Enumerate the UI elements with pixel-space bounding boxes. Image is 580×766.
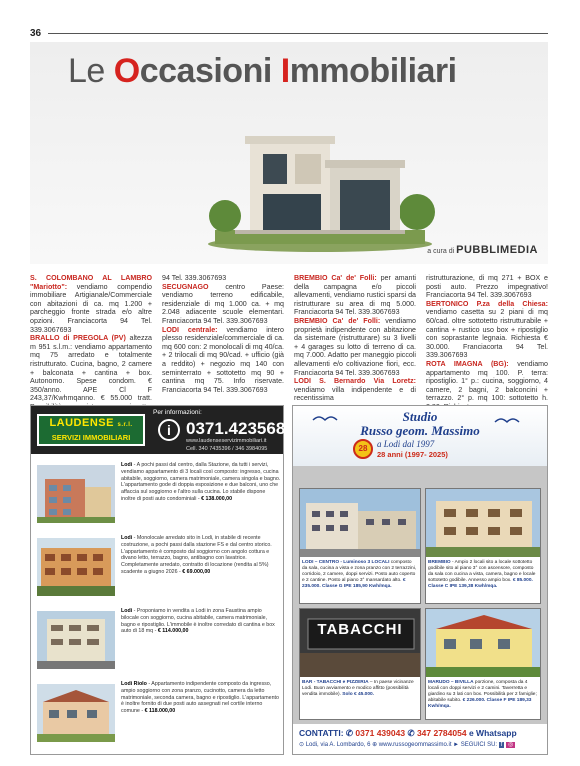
listing-column-3 (294, 274, 416, 403)
tabacchi-sign: TABACCHI (317, 621, 403, 638)
russo-listing (425, 488, 541, 604)
listing-text: vendiamo casetta su 2 piani di mq 60/cad. oltre sottotetto ristrutturabile + cantina + rustico uso box + ripostiglio con soprastante legnaia. Richiesta € 30.000. Franciacorta 94 Tel. 339.3067693 (426, 308, 548, 360)
listing-description: Lodi - Monolocale arredato sito in Lodi, in stabile di recente costruzione, a pochi passi dalla stazione FS e dal centro storico. L'appartamento è composto dal soggiorno con angolo cottura e divano letto, terrazzo, bagno, antibagno con lavatrice. Completamente arredato, contratto di locazione (rendita al 5%) scadente a giugno 2026 - € 69.000,00 (121, 535, 272, 575)
laudense-listing (37, 681, 281, 747)
info-icon: i (158, 419, 180, 441)
listing-text: vendiamo appartamento mq 100. P. terra: ripostiglio. 1° p.: cucina, soggiorno, 4 camere, 2 bagni, 2 balconcini + terrazzo. 2° p. mq 100: sottotetto h. (426, 359, 548, 403)
listing-entry (294, 274, 416, 316)
listing-description: LODI – CENTRO - Luminoso 3 LOCALI composto da sala, cucina a vista e zona pranzo con 2 terrazzini, corridoio, 2 camere, doppi servizi. Posto auto coperto e 2 cantine. Posto al piano 3° mansardato alto. € 235.000. Classe G IPE 185,90 Kwh/mqa. (302, 560, 417, 589)
russo-listing (299, 608, 421, 720)
listing-description: Lodi - Proponiamo in vendita a Lodi in zona Faustina ampio bilocale con soggiorno, cucina abitabile, camera matrimoniale, bagno e ripostiglio. L'immobile è inoltre corredato di cantina e box auto di 18 mq - € 114.000,00 (121, 608, 275, 635)
listing-description: BAR - TABACCHI e PIZZERIA – In paese vicinanze Lodi. Buon avviamento e modico affitto (possibilità vendita immobile). Solo € 45.000. (302, 680, 414, 697)
listing-entry (426, 360, 548, 411)
russo-advertisement (292, 405, 548, 755)
hero-banner (30, 42, 548, 264)
listing-location: BRALLO di PREGOLA (PV) (30, 334, 126, 343)
header-rule (48, 33, 548, 34)
listing-location: LODI S. Bernardo Via Loretz: (294, 377, 416, 386)
listing-entry (162, 283, 284, 325)
listing-location: BREMBIO Ca' de' Folli: (294, 316, 381, 325)
listing-text: ristrutturazione, di mq 271 + BOX e posti auto. Prezzo impegnativo! Franciacorta 94 Tel. 339.3067693 (426, 274, 548, 300)
listing-text: altezza m 951 s.l.m.: vendiamo appartamento mq 75 arredato e totalmente ristrutturato. Cucina, bagno, 2 camere + balconata + cantina + box. Autonomo. Spese condom. € 350/anno. APE Cl F 243,37/Kwhmqanno. € 55.000 tratt. (30, 334, 152, 403)
house-illustration (205, 112, 435, 252)
listing-text: vendiamo intero plesso residenziale/commerciale di ca. mq 600 con: 2 monolocali di mq 40/ca. + 2 trilocali di mq 90/cad. + ufficio (già a reddito) + negozio mq 140 con seminterrato + sottotetto mq 90 + cantina mq 75. Info riservate. Franciacorta 94 Tel. 339.3067693 (162, 325, 284, 394)
russo-footer (293, 724, 547, 754)
listing-location: BREMBIO Ca' de' Folli: (294, 274, 377, 282)
russo-contacts: CONTATTI: ✆ 0371 439043 ✆ 347 2784054 e Whatsapp (299, 728, 517, 738)
facebook-icon: f (500, 742, 503, 748)
laudense-listing (37, 462, 281, 528)
globe-icon: ⊕ (372, 742, 378, 748)
listing-text: vendiamo villa indipendente e di recentissima (294, 385, 416, 403)
listing-entry (426, 274, 548, 299)
listing-entry (162, 274, 226, 282)
listing-description: Lodi - A pochi passi dal centro, dalla Stazione, da tutti i servizi, vendiamo appartamento di 3 locali così composto: ingresso, cucina abitabile, soggiorno, camera matrimoniale, camera singola e bagno. L'appartamento gode di doppia esposizione e due balconi, uno che affaccia sul soggiorno e l'altro sulla cucina. Lo stabile dispone inoltre di posti auto condominiali - € 138.000,00 (121, 462, 281, 502)
russo-listing (299, 488, 421, 604)
phone-icon: ✆ (407, 728, 415, 738)
laudense-listing (37, 608, 281, 674)
hero-title: Le Occasioni Immobiliari (68, 52, 457, 90)
listing-text: centro Paese: vendiamo terreno edificabile, residenziale di mq 1.000 ca. + mq 2.048 adiacente scuole elementari. Franciacorta 94 Tel. 339.3067693 (162, 282, 284, 325)
listing-location: ROTA IMAGNA (BG): (426, 359, 509, 368)
listing-entry (30, 274, 152, 334)
listing-description: Lodi Riolo - Appartamento indipendente composto da ingresso, ampio soggiorno con zona pranzo, cucinotto, camera da letto matrimoniale, seconda camera, bagno e ripostiglio. L'appartamento è inoltre fornito di due posti auto assegnati nel cortile interno comune - € 118.000,00 (121, 681, 279, 715)
instagram-icon: ◎ (508, 742, 514, 748)
laudense-header (31, 406, 286, 454)
listing-entry (426, 300, 548, 360)
location-icon: ⊙ (299, 742, 305, 748)
russo-header (293, 406, 547, 466)
listing-entry (294, 377, 416, 402)
listing-description: BREMBIO - Ampio 2 locali sito a locale sottotetto godibile sito al piano 3° con ascensore, composto da sala con cucina a vista, camera, bagno e locale sottotetto godibile. Annesso ampio box. € 85.000. Classe C IPE 139,38 Kwh/mqa. (428, 560, 536, 589)
property-photo (426, 609, 540, 677)
laudense-advertisement (30, 405, 284, 755)
hero-credit: a cura di PUBBLIMEDIA (427, 244, 538, 256)
listing-columns (30, 274, 548, 403)
russo-listing (425, 608, 541, 720)
listing-text: vendiamo compendio immobiliare Artigianale/Commerciale con abitazioni di ca. mq 1.200 + parcheggio fronte strada e/o altre opzioni. Franciacorta 94 Tel. 339.3067693 (30, 282, 152, 334)
listing-column-4 (426, 274, 548, 412)
listing-text: vendiamo proprietà indipendente con abitazione da sistemare (ristrutturare) su 3 livelli + 4 garages su lotto di terreno di ca. mq 7.000. Adatto per maneggio piccoli allevamenti e/o coltivazione fiori, ecc. Franciacorta 94 Tel. 339.3067693 (294, 316, 416, 377)
listing-location: S. COLOMBANO AL LAMBRO "Mariotto": (30, 274, 152, 291)
property-photo (37, 465, 115, 523)
laudense-logo: LAUDENSE s.r.l. SERVIZI IMMOBILIARI (37, 414, 145, 446)
phone-icon: ✆ (345, 728, 354, 738)
listing-entry (162, 326, 284, 394)
russo-studio: Studio (402, 409, 438, 424)
russo-address: ⊙ Lodi, via A. Lombardo, 6 ⊕ www.russogeommassimo.it ► SEGUICI SU: f ◎ (299, 742, 514, 748)
listing-text: 94 Tel. 339.3067693 (162, 274, 227, 282)
property-photo (37, 538, 115, 596)
page-number: 36 (30, 28, 42, 39)
laudense-phone: 0371.423568 (186, 419, 286, 438)
listing-location: SECUGNAGO (162, 282, 209, 291)
property-photo (37, 611, 115, 669)
russo-years: 28 anni (1997- 2025) (377, 450, 448, 459)
listing-description: MARUDO – BIVILLA porzione, composta da 4 locali con doppi servizi e 2 camini. Taverretta e giardino su 3 lati con box. Possibilità per 2 famiglie; abitabile subito. € 226.000. Classe F IPE 189,33 Kwh/mqa. (428, 680, 537, 709)
property-photo (300, 489, 420, 557)
property-photo (426, 489, 540, 557)
laudense-website: www.laudenseservizimmobiliari.it (186, 438, 267, 444)
listing-column-2 (162, 274, 284, 394)
info-label: Per informazioni: (153, 409, 202, 416)
russo-name: Russo geom. Massimo (360, 423, 480, 438)
listing-location: LODI centrale: (162, 325, 218, 334)
listing-text: per amanti della campagna e/o piccoli allevamenti, vendiamo rustici sparsi da ristrutturare su area di mq 5.000. Franciacorta 94 Tel. 339.3067693 (294, 274, 416, 317)
listing-column-1 (30, 274, 152, 420)
laudense-listing (37, 535, 281, 601)
property-photo (37, 684, 115, 742)
listing-entry (294, 317, 416, 377)
property-photo (300, 609, 420, 677)
listing-location: BERTONICO P.za della Chiesa: (426, 299, 548, 308)
years-badge: 28 (353, 439, 373, 459)
russo-since: a Lodi dal 1997 (377, 439, 435, 449)
laudense-cell: Cell. 340 7435396 / 346 3984095 (186, 446, 268, 452)
